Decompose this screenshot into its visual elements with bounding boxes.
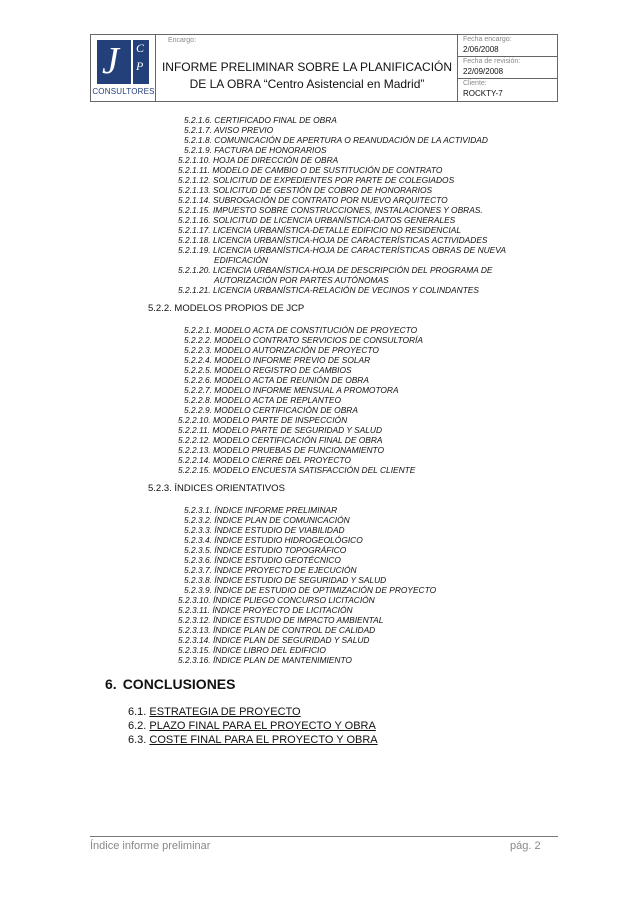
logo-text: CONSULTORES [92,87,155,96]
toc-item: 5.2.2.14. MODELO CIERRE DEL PROYECTO [178,455,351,465]
toc-item: 5.2.3.6. ÍNDICE ESTUDIO GEOTÉCNICO [184,555,341,565]
section-6-title: CONCLUSIONES [122,676,236,692]
toc-item: 5.2.2.1. MODELO ACTA DE CONSTITUCIÓN DE PROYECTO [184,325,418,335]
toc-item: 5.2.2.3. MODELO AUTORIZACIÓN DE PROYECTO [184,345,379,355]
logo-letter-j: J [102,40,119,82]
toc-item: 5.2.3.5. ÍNDICE ESTUDIO TOPOGRÁFICO [184,545,347,555]
toc-link-6-1[interactable]: 6.1. ESTRATEGIA DE PROYECTO [128,706,301,718]
toc-item: 5.2.2.9. MODELO CERTIFICACIÓN DE OBRA [184,405,358,415]
toc-item: 5.2.1.14. SUBROGACIÓN DE CONTRATO POR NUEVO ARQUITECTO [178,195,448,205]
fecha-revision-value: 22/09/2008 [458,66,557,79]
toc-item: 5.2.2.7. MODELO INFORME MENSUAL A PROMOTORA [184,385,399,395]
encargo-label: Encargo: [168,37,197,44]
toc-item: 5.2.2.12. MODELO CERTIFICACIÓN FINAL DE OBRA [178,435,383,445]
footer-divider [90,836,558,837]
toc-item: 5.2.2.15. MODELO ENCUESTA SATISFACCIÓN DEL CLIENTE [178,465,416,475]
toc-item: 5.2.1.21. LICENCIA URBANÍSTICA-RELACIÓN DE VECINOS Y COLINDANTES [178,285,479,295]
section-6-number: 6. [105,676,117,692]
toc-item-continuation: AUTORIZACIÓN POR PARTES AUTÓNOMAS [214,275,389,285]
toc-item: 5.2.1.11. MODELO DE CAMBIO O DE SUSTITUCIÓN DE CONTRATO [178,165,443,175]
fecha-encargo-value: 2/06/2008 [458,44,557,57]
toc-item: 5.2.3.8. ÍNDICE ESTUDIO DE SEGURIDAD Y SALUD [184,575,387,585]
toc-item: 5.2.1.15. IMPUESTO SOBRE CONSTRUCCIONES, INSTALACIONES Y OBRAS. [178,205,483,215]
toc-item: 5.2.1.10. HOJA DE DIRECCIÓN DE OBRA [178,155,339,165]
toc-item: 5.2.2.11. MODELO PARTE DE SEGURIDAD Y SALUD [178,425,383,435]
toc-item: 5.2.2.13. MODELO PRUEBAS DE FUNCIONAMIENTO [178,445,385,455]
toc-item: 5.2.1.8. COMUNICACIÓN DE APERTURA O REANUDACIÓN DE LA ACTIVIDAD [184,135,488,145]
toc-item: 5.2.1.19. LICENCIA URBANÍSTICA-HOJA DE CARACTERÍSTICAS OBRAS DE NUEVA [178,245,506,255]
company-logo [91,35,156,101]
logo-letter-p: P [136,59,144,73]
page-number: pág. 2 [510,840,541,852]
section-6-heading [105,676,235,692]
toc-item: 5.2.1.13. SOLICITUD DE GESTIÓN DE COBRO DE HONORARIOS [178,185,433,195]
title-line-1: INFORME PRELIMINAR SOBRE LA PLANIFICACIÓN [161,60,453,74]
toc-item: 5.2.3.13. ÍNDICE PLAN DE CONTROL DE CALIDAD [178,625,376,635]
document-header [90,34,558,102]
logo-letter-c: C [136,41,145,55]
toc-item: 5.2.1.16. SOLICITUD DE LICENCIA URBANÍSTICA-DATOS GENERALES [178,215,456,225]
toc-item: 5.2.1.7. AVISO PREVIO [184,125,274,135]
toc-item: 5.2.1.17. LICENCIA URBANÍSTICA-DETALLE EDIFICIO NO RESIDENCIAL [178,225,461,235]
toc-item: 5.2.3.3. ÍNDICE ESTUDIO DE VIABILIDAD [184,525,345,535]
toc-item: 5.2.1.9. FACTURA DE HONORARIOS [184,145,327,155]
toc-item: 5.2.3.9. ÍNDICE DE ESTUDIO DE OPTIMIZACIÓN DE PROYECTO [184,585,437,595]
toc-item: 5.2.2.6. MODELO ACTA DE REUNIÓN DE OBRA [184,375,369,385]
toc-item: 5.2.1.6. CERTIFICADO FINAL DE OBRA [184,115,337,125]
toc-item: 5.2.2.2. MODELO CONTRATO SERVICIOS DE CONSULTORÍA [184,335,423,345]
toc-item: 5.2.2.10. MODELO PARTE DE INSPECCIÓN [178,415,348,425]
cliente-label: Cliente: [463,80,487,87]
document-title [156,59,458,93]
subsection-523-title: 5.2.3. ÍNDICES ORIENTATIVOS [148,483,285,494]
toc-item: 5.2.2.5. MODELO REGISTRO DE CAMBIOS [184,365,352,375]
toc-item: 5.2.1.20. LICENCIA URBANÍSTICA-HOJA DE DESCRIPCIÓN DEL PROGRAMA DE [178,265,493,275]
fecha-revision-label: Fecha de revisión: [463,58,521,65]
toc-item: 5.2.3.15. ÍNDICE LIBRO DEL EDIFICIO [178,645,326,655]
toc-item-continuation: EDIFICACIÓN [214,255,268,265]
toc-item: 5.2.3.4. ÍNDICE ESTUDIO HIDROGEOLÓGICO [184,535,363,545]
title-line-2: DE LA OBRA “Centro Asistencial en Madrid” [189,77,425,91]
toc-item: 5.2.3.2. ÍNDICE PLAN DE COMUNICACIÓN [184,515,350,525]
toc-item: 5.2.3.16. ÍNDICE PLAN DE MANTENIMIENTO [178,655,352,665]
toc-item: 5.2.3.11. ÍNDICE PROYECTO DE LICITACIÓN [178,605,353,615]
header-title-cell [156,35,458,101]
logo-divider [131,40,133,84]
toc-item: 5.2.3.10. ÍNDICE PLIEGO CONCURSO LICITACIÓN [178,595,375,605]
subsection-522-title: 5.2.2. MODELOS PROPIOS DE JCP [148,303,305,314]
toc-item: 5.2.1.12. SOLICITUD DE EXPEDIENTES POR PARTE DE COLEGIADOS [178,175,455,185]
toc-item: 5.2.3.12. ÍNDICE ESTUDIO DE IMPACTO AMBIENTAL [178,615,384,625]
toc-item: 5.2.3.14. ÍNDICE PLAN DE SEGURIDAD Y SALUD [178,635,370,645]
toc-item: 5.2.2.4. MODELO INFORME PREVIO DE SOLAR [184,355,371,365]
footer-title: Índice informe preliminar [90,840,211,852]
toc-item: 5.2.2.8. MODELO ACTA DE REPLANTEO [184,395,342,405]
toc-link-6-3[interactable]: 6.3. COSTE FINAL PARA EL PROYECTO Y OBRA [128,734,378,746]
toc-item: 5.2.3.1. ÍNDICE INFORME PRELIMINAR [184,505,338,515]
fecha-encargo-label: Fecha encargo: [463,36,512,43]
toc-link-6-2[interactable]: 6.2. PLAZO FINAL PARA EL PROYECTO Y OBRA [128,720,376,732]
toc-item: 5.2.3.7. ÍNDICE PROYECTO DE EJECUCIÓN [184,565,357,575]
header-meta [458,35,557,101]
toc-item: 5.2.1.18. LICENCIA URBANÍSTICA-HOJA DE CARACTERÍSTICAS ACTIVIDADES [178,235,488,245]
cliente-value: ROCKTY-7 [463,89,503,98]
